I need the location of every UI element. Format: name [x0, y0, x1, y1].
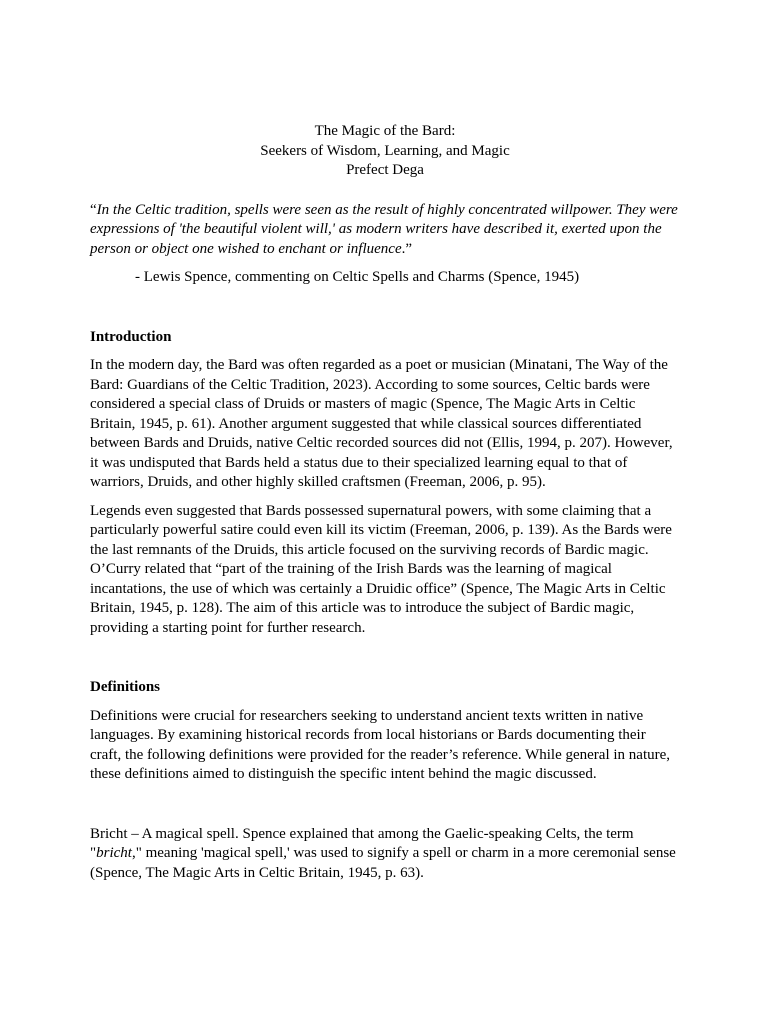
definition-entry-bricht: [90, 825, 680, 884]
epigraph-close-quote: .”: [401, 240, 413, 257]
intro-paragraph-1: In the modern day, the Bard was often regarded as a poet or musician (Minatani, The Way of the Bard: Guardians of the Celtic Tradition, 2023). According to some sources, Celtic bards were considered a special class of Druids or masters of magic (Spence, The Magic Arts in Celtic Britain, 1945, p. 61). Another argument suggested that while classical sources differentiated between Bards and Druids, native Celtic recorded sources did not (Ellis, 1994, p. 207). However, it was undisputed that Bards held a status due to their specialized learning equal to that of warriors, Druids, and other highly skilled craftsmen (Freeman, 2006, p. 95).: [90, 357, 673, 490]
epigraph-open-quote: “: [90, 201, 97, 218]
epigraph-text: In the Celtic tradition, spells were seen as the result of highly concentrated willpower. They were expressions of 'the beautiful violent will,' as modern writers have described it, exerted upon the person or object one wished to enchant or influence: [90, 201, 678, 257]
epigraph-quote: [90, 201, 680, 260]
title-block: [90, 122, 680, 181]
title-line-1: The Magic of the Bard:: [314, 123, 456, 139]
section-heading-introduction: Introduction: [90, 328, 172, 345]
intro-paragraph-2: Legends even suggested that Bards possessed supernatural powers, with some claiming that a particularly powerful satire could even kill its victim (Freeman, 2006, p. 139). As the Bards were the last remnants of the Druids, this article focused on the surviving records of Bardic magic. O’Curry related that “part of the training of the Irish Bards was the learning of magical incantations, the use of which was certainly a Druidic office” (Spence, The Magic Arts in Celtic Britain, 1945, p. 128). The aim of this article was to introduce the subject of Bardic magic, providing a starting point for further research.: [90, 502, 672, 636]
section-heading-definitions: Definitions: [90, 679, 161, 695]
definition-entry-rest: ," meaning 'magical spell,' was used to signify a spell or charm in a more ceremonial sense (Spence, The Magic Arts in Celtic Britain, 1945, p. 63).: [90, 845, 676, 881]
definitions-paragraph: Definitions were crucial for researchers seeking to understand ancient texts written in native languages. By examining historical records from local historians or Bards documenting their craft, the following definitions were provided for the reader’s reference. While general in nature, these definitions aimed to distinguish the specific intent behind the magic discussed.: [90, 707, 671, 782]
definition-entry-term: bricht: [96, 845, 132, 861]
author-name: Prefect Dega: [346, 162, 424, 178]
document-page: [90, 122, 680, 883]
epigraph-attribution: - Lewis Spence, commenting on Celtic Spells and Charms (Spence, 1945): [135, 269, 580, 285]
definition-entry-lead: Bricht – A magical spell. Spence explained that among the Gaelic-speaking Celts, the term ": [90, 825, 634, 861]
title-line-2: Seekers of Wisdom, Learning, and Magic: [260, 142, 510, 159]
